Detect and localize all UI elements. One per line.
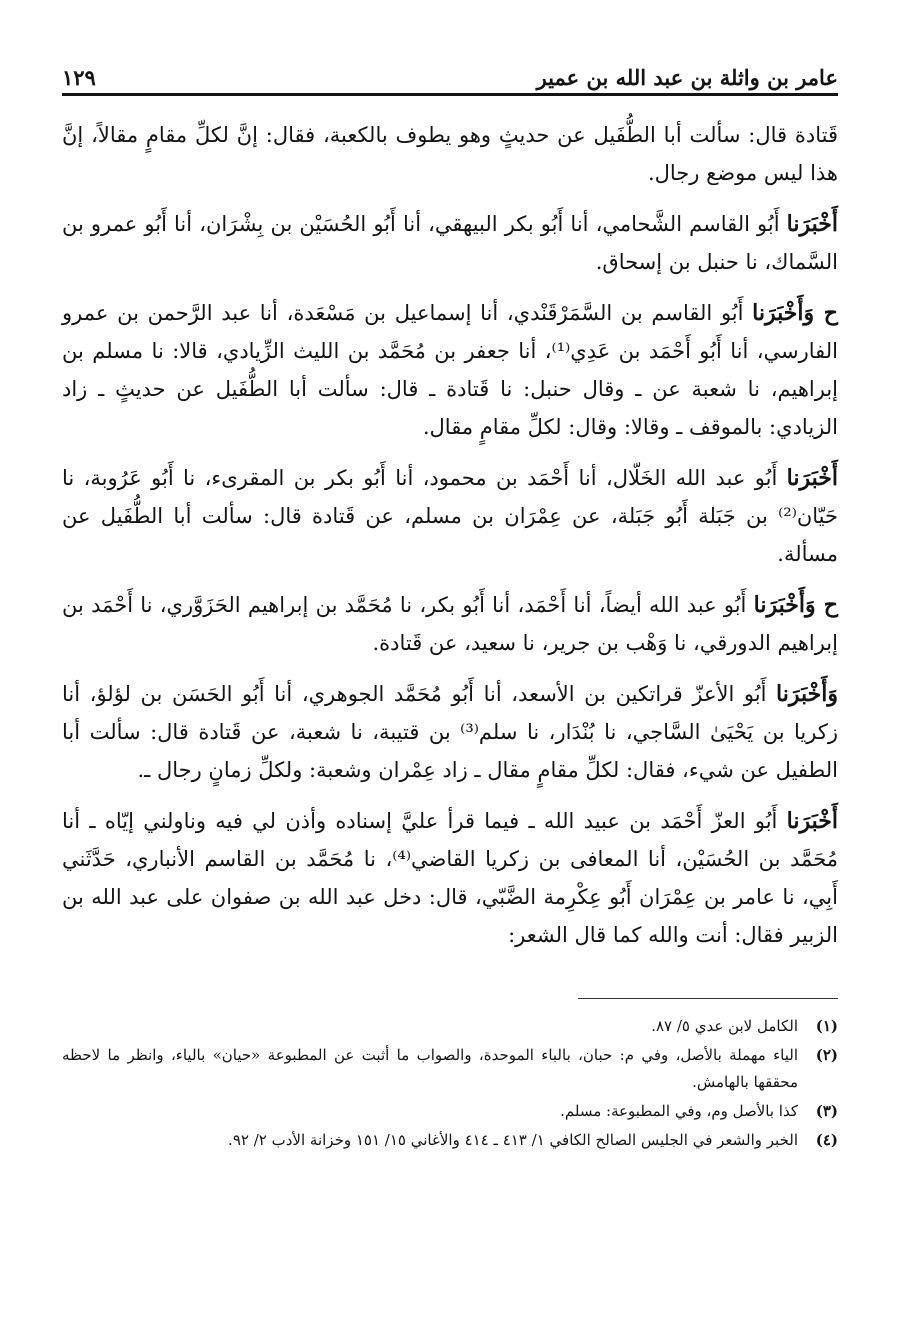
footnote-text: الخبر والشعر في الجليس الصالح الكافي ١/ ٤١٣ ـ ٤١٤ والأغاني ١٥/ ١٥١ وخزانة الأدب ٢/ ٩٢. (228, 1131, 798, 1149)
paragraph-1 (62, 116, 838, 192)
footnote-number: (١) (815, 1017, 838, 1035)
footnote-text: الياء مهملة بالأصل، وفي م: حبان، بالباء الموحدة، والصواب ما أثبت عن المطبوعة «حيان» بالياء، وانظر ما لاحظه محققها بالهامش. (62, 1046, 798, 1091)
paragraph-text: أَبُو القاسم الشَّحامي، أنا أَبُو بكر البيهقي، أنا أَبُو الحُسَيْن بن بِشْرَان، أنا أَبُو عمرو بن السَّماك، نا حنبل بن إسحاق. (62, 212, 838, 274)
paragraph-2 (62, 205, 838, 281)
paragraph-text: أَبُو القاسم بن السَّمَرْقَنْدي، أنا إسماعيل بن مَسْعَدة، أنا عبد الرَّحمن بن عمرو الفارسي، أنا أَبُو أَحْمَد بن عَدِي⁽¹⁾، أنا جعفر بن مُحَمَّد بن الليث الزِّيادي، قالا: نا مسلم بن إبراهيم، نا شعبة عن ـ وقال حنبل: نا قَتادة ـ قال: سألت أبا الطُّفَيل عن حديثٍ ـ زاد الزيادي: بالموقف ـ وقالا: وقال: لكلِّ مقامٍ مقال. (62, 301, 838, 439)
paragraph-text: أَبُو عبد الله الخَلّال، أنا أَحْمَد بن محمود، أنا أَبُو بكر بن المقرىء، نا أَبُو عَرُوبة، نا حَيّان⁽²⁾ بن جَبَلة أَبُو جَبَلة، عن عِمْرَان بن مسلم، عن قَتادة قال: سألت أبا الطُّفَيل عن مسألة. (62, 466, 838, 566)
paragraph-lead: ح وَأَخْبَرَنا (753, 592, 838, 618)
footnote-number: (٢) (815, 1046, 838, 1064)
paragraph-lead: أَخْبَرَنا (786, 808, 838, 834)
footnote-text: كذا بالأصل وم، وفي المطبوعة: مسلم. (560, 1102, 798, 1120)
footnote-text: الكامل لابن عدي ٥/ ٨٧. (651, 1017, 798, 1035)
footnote-3 (62, 1098, 838, 1125)
footnote-number: (٣) (815, 1102, 838, 1120)
paragraph-6 (62, 675, 838, 789)
running-header (62, 52, 838, 93)
body-text (62, 116, 838, 954)
paragraph-text: أَبُو عبد الله أيضاً، أنا أَحْمَد، أنا أَبُو بكر، نا مُحَمَّد بن إبراهيم الحَزَوَّري، نا أَحْمَد بن إبراهيم الدورقي، نا وَهْب بن جرير، نا سعيد، عن قَتادة. (62, 593, 838, 655)
header-rule (62, 93, 838, 96)
footnote-1 (62, 1013, 838, 1040)
footnotes (62, 1013, 838, 1154)
paragraph-5 (62, 586, 838, 662)
book-page (62, 52, 838, 1156)
paragraph-lead: وَأَخْبَرَنا (776, 681, 838, 707)
paragraph-lead: أَخْبَرَنا (786, 211, 838, 237)
paragraph-4 (62, 459, 838, 573)
footnote-rule (578, 998, 838, 999)
footnote-4 (62, 1127, 838, 1154)
paragraph-7 (62, 802, 838, 954)
paragraph-text: قَتادة قال: سألت أبا الطُّفَيل عن حديثٍ وهو يطوف بالكعبة، فقال: إنَّ لكلِّ مقامٍ مقالاً، إنَّ هذا ليس موضع رجال. (62, 123, 838, 185)
paragraph-3 (62, 294, 838, 446)
footnote-2 (62, 1042, 838, 1096)
paragraph-lead: ح وَأَخْبَرَنا (752, 300, 838, 326)
page-number: ١٢٩ (62, 65, 96, 90)
paragraph-text: أَبُو العزّ أَحْمَد بن عبيد الله ـ فيما قرأ عليَّ إسناده وأذن لي فيه وناولني إيّاه ـ أنا مُحَمَّد بن الحُسَيْن، أنا المعافى بن زكريا القاضي⁽⁴⁾، نا مُحَمَّد بن القاسم الأنباري، حَدَّثَني أَبِي، نا عامر بن عِمْرَان أَبُو عِكْرِمة الضَّبّي، قال: دخل عبد الله بن صفوان على عبد الله بن الزبير فقال: أنت والله كما قال الشعر: (62, 809, 839, 947)
paragraph-lead: أَخْبَرَنا (786, 465, 838, 491)
running-title: عامر بن واثلة بن عبد الله بن عمير (536, 65, 838, 90)
paragraph-text: أَبُو الأعزّ قراتكين بن الأسعد، أنا أَبُو مُحَمَّد الجوهري، أنا أَبُو الحَسَن بن لؤلؤ، أنا زكريا بن يَحْيَىٰ السَّاجي، نا بُنْدَار، نا سلم⁽³⁾ بن قتيبة، نا شعبة، عن قَتادة قال: سألت أبا الطفيل عن شيء، فقال: لكلِّ مقامٍ مقال ـ زاد عِمْران وشعبة: ولكلِّ زمانٍ رجال ـ. (62, 682, 838, 782)
footnote-number: (٤) (815, 1131, 838, 1149)
